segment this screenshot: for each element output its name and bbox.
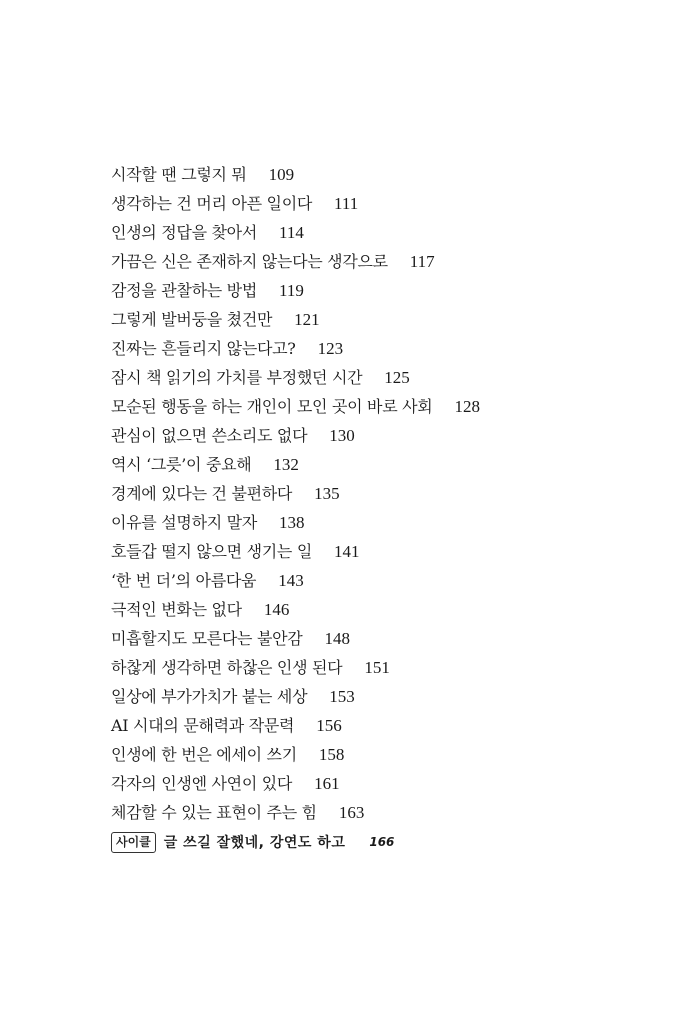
toc-entry [111,566,480,595]
entry-page-number: 109 [268,165,295,184]
toc-entry [111,334,480,363]
entry-title: 미흡할지도 모른다는 불안감 [111,629,303,648]
entry-page-number: 111 [334,194,359,213]
toc-entry [111,189,480,218]
entry-title: 감정을 관찰하는 방법 [111,281,257,300]
entry-page-number: 148 [324,629,350,648]
toc-entry [111,247,480,276]
entry-page-number: 143 [278,571,304,590]
entry-title: 생각하는 건 머리 아픈 일이다 [111,194,313,213]
toc-entry [111,653,480,682]
toc-entry [111,624,480,653]
toc-entry [111,421,480,450]
entry-page-number: 117 [409,252,435,271]
entry-page-number: 158 [318,745,345,764]
toc-entry [111,450,480,479]
entry-title: 관심이 없으면 쓴소리도 없다 [111,426,308,445]
entry-page-number: 130 [329,426,355,445]
entry-title: 극적인 변화는 없다 [111,600,242,619]
toc-entry [111,595,480,624]
entry-page-number: 153 [329,687,355,706]
entry-page-number: 156 [316,716,342,735]
toc-entry [111,160,480,189]
entry-page-number: 123 [317,339,344,358]
entry-title: 호들갑 떨지 않으면 생기는 일 [111,542,313,561]
toc-entry [111,363,480,392]
entry-page-number: 138 [278,513,305,532]
toc-entry [111,798,480,827]
entry-page-number: 161 [314,774,340,793]
entry-page-number: 114 [278,223,304,242]
entry-page-number: 146 [263,600,290,619]
entry-title: 이유를 설명하지 말자 [111,513,257,532]
entry-title: 역시 ‘그릇’이 중요해 [111,455,252,474]
entry-title: 모순된 행동을 하는 개인이 모인 곳이 바로 사회 [111,397,433,416]
entry-title: 인생의 정답을 찾아서 [111,223,257,242]
cycle-page-number: 166 [369,835,395,849]
toc-entry [111,711,480,740]
entry-page-number: 151 [364,658,390,677]
entry-title: 인생에 한 번은 에세이 쓰기 [111,745,297,764]
entry-title: 그렇게 발버둥을 쳤건만 [111,310,273,329]
entry-title: AI 시대의 문해력과 작문력 [111,716,295,735]
toc-entry [111,218,480,247]
entry-title: 각자의 인생엔 사연이 있다 [111,774,293,793]
entry-page-number: 121 [294,310,320,329]
toc-entry [111,276,480,305]
entry-page-number: 128 [454,397,480,416]
toc-entry [111,392,480,421]
cycle-title: 글 쓰길 잘했네, 강연도 하고 [163,835,346,851]
toc-entry [111,479,480,508]
entry-page-number: 135 [314,484,340,503]
entry-title: 경계에 있다는 건 불편하다 [111,484,293,503]
entry-title: 하찮게 생각하면 하찮은 인생 된다 [111,658,343,677]
entry-title: 시작할 땐 그렇지 뭐 [111,165,247,184]
entry-title: 일상에 부가가치가 붙는 세상 [111,687,308,706]
toc-entry [111,682,480,711]
toc-entry [111,305,480,334]
cycle-badge: 사이클 [111,832,156,853]
entry-title: 잠시 책 읽기의 가치를 부정했던 시간 [111,368,363,387]
entry-title: 진짜는 흔들리지 않는다고? [111,339,296,358]
entry-page-number: 141 [334,542,360,561]
cycle-entry [111,830,480,854]
entry-page-number: 125 [384,368,410,387]
toc-entry [111,769,480,798]
entry-title: 가끔은 신은 존재하지 않는다는 생각으로 [111,252,388,271]
toc-entry [111,537,480,566]
entry-page-number: 163 [338,803,365,822]
entry-title: 체감할 수 있는 표현이 주는 힘 [111,803,317,822]
entry-title: ‘한 번 더’의 아름다움 [111,571,257,590]
entry-page-number: 132 [273,455,299,474]
entry-page-number: 119 [278,281,304,300]
toc-entry [111,740,480,769]
table-of-contents [111,160,480,854]
toc-entry [111,508,480,537]
